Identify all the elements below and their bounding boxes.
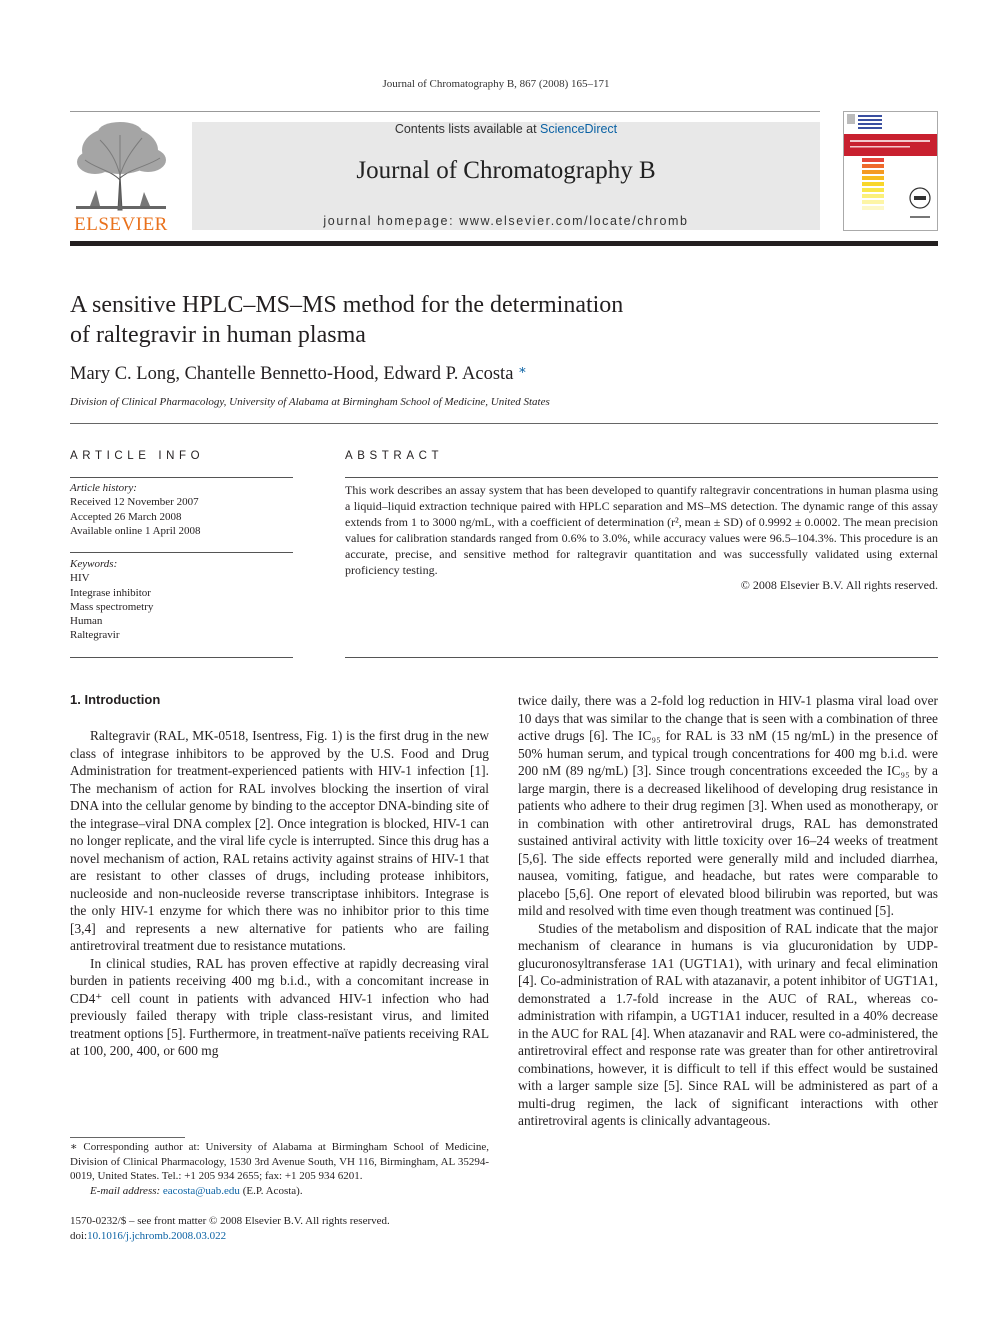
- article-info-rule-mid: [70, 552, 293, 553]
- article-title-line-2: of raltegravir in human plasma: [70, 322, 366, 348]
- email-line: [70, 1184, 489, 1199]
- intro-paragraph-1: Raltegravir (RAL, MK-0518, Isentress, Fig. 1) is the first drug in the new class of integrase inhibitors to be approved by the U.S. Food and Drug Administration for treatment-experienced patients with HIV-1 infection [1]. The mechanism of action for RAL involves blocking the insertion of viral DNA into the cellular genome by binding to the acceptor DNA-binding site of the integrase–viral DNA complex [2]. Once integration is blocked, HIV-1 can no longer replicate, and the viral life cycle is interrupted. Since this drug has a novel mechanism of action, RAL retains activity against strains of HIV-1 that are resistant to other classes of drugs, including protease inhibitors, nucleoside and non-nucleoside reverse transcriptase inhibitors. Integrase is the only HIV-1 enzyme for which there was no inhibitor prior to this time [3,4] and represents a new alternative for patients who are failing antiretroviral treatment due to resistance mutations.: [70, 728, 489, 953]
- email-suffix: (E.P. Acosta).: [239, 1184, 303, 1197]
- journal-cover-icon: [844, 112, 937, 230]
- email-link[interactable]: eacosta@uab.edu: [162, 1184, 240, 1197]
- abstract-rule-bottom: [345, 657, 938, 658]
- keyword-item: Human: [70, 615, 103, 628]
- corresponding-author-mark[interactable]: ∗: [518, 362, 527, 377]
- intro-paragraph-2: In clinical studies, RAL has proven effective at rapidly decreasing viral burden in patients receiving 400 mg b.i.d., with a concomitant increase in CD4⁺ cell count in patients with advanced HIV-1 infection who had previously failed therapy with triple class-resistant virus, and limited treatment options [5]. Furthermore, in treatment-naïve patients receiving RAL at 100, 200, 400, or 600 mg: [70, 955, 489, 1058]
- article-title: [70, 290, 770, 350]
- body-column-right: [518, 692, 938, 1130]
- doi-link[interactable]: 10.1016/j.jchromb.2008.03.022: [87, 1229, 227, 1242]
- email-label: E-mail address:: [90, 1184, 161, 1197]
- abstract-heading: ABSTRACT: [345, 450, 444, 462]
- keywords: [70, 557, 293, 643]
- journal-cover-thumbnail[interactable]: [843, 111, 938, 231]
- article-info-heading: ARTICLE INFO: [70, 450, 205, 462]
- history-accepted: Accepted 26 March 2008: [70, 510, 182, 523]
- keyword-item: Raltegravir: [70, 629, 120, 642]
- keyword-item: HIV: [70, 572, 90, 585]
- abstract-copyright: © 2008 Elsevier B.V. All rights reserved.: [740, 578, 938, 592]
- article-info-rule-top: [70, 477, 293, 478]
- journal-homepage[interactable]: journal homepage: www.elsevier.com/locate/chromb: [323, 214, 689, 228]
- issn-line: 1570-0232/$ – see front matter © 2008 Elsevier B.V. All rights reserved.: [70, 1215, 390, 1227]
- journal-citation: Journal of Chromatography B, 867 (2008) 165–171: [382, 78, 610, 90]
- article-history: [70, 481, 293, 538]
- contents-prefix: Contents lists available at: [394, 122, 541, 136]
- body-column-left: [70, 727, 489, 1060]
- keyword-item: Integrase inhibitor: [70, 586, 151, 599]
- affiliation-rule: [70, 423, 938, 424]
- history-online: Available online 1 April 2008: [70, 524, 201, 537]
- authors-text: Mary C. Long, Chantelle Bennetto-Hood, Edward P. Acosta: [70, 364, 514, 384]
- corresponding-author-address: ∗ Corresponding author at: University of Alabama at Birmingham School of Medicine, Division of Clinical Pharmacology, 1530 3rd Avenue South, VH 116, Birmingham, AL 35294-0019, United States. Tel.: +1 205 934 2655; fax: +1 205 934 6201.: [70, 1141, 489, 1182]
- affiliation: Division of Clinical Pharmacology, University of Alabama at Birmingham School of Medicine, United States: [70, 396, 550, 408]
- doi-line: [70, 1229, 570, 1244]
- article-title-line-1: A sensitive HPLC–MS–MS method for the determination: [70, 292, 624, 318]
- header-top-rule: [70, 111, 820, 112]
- doi-label: doi:: [70, 1229, 88, 1242]
- abstract-text: This work describes an assay system that has been developed to quantify raltegravir concentrations in human plasma using a liquid–liquid extraction technique paired with HPLC separation and MS–MS detection. The dynamic range of this assay extends from 1 to 3000 ng/mL, with a coefficient of determination (r², mean ± SD) of 0.9992 ± 0.0002. The mean precision values for calibration standards ranged from 0.6% to 3.0%, while accuracy values were 96.5–104.3%. This procedure is an accurate, precise, and sensitive method for raltegravir quantitation and was successfully validated using external proficiency testing.: [345, 483, 938, 577]
- author-list: [70, 362, 770, 385]
- keywords-label: Keywords:: [70, 558, 118, 570]
- sciencedirect-link[interactable]: ScienceDirect: [540, 122, 618, 136]
- elsevier-tree-icon: [70, 120, 172, 214]
- footnote-rule: [70, 1137, 185, 1138]
- abstract-rule-top: [345, 477, 938, 478]
- journal-name: Journal of Chromatography B: [356, 157, 656, 184]
- section-heading-introduction: 1. Introduction: [70, 692, 161, 707]
- contents-available-line: [192, 122, 820, 136]
- header-thick-rule: [70, 241, 938, 246]
- intro-paragraph-2-continued: twice daily, there was a 2-fold log reduction in HIV-1 plasma viral load over 10 days that was similar to the change that is seen with a combination of three active drugs [6]. The IC₉₅ for RAL is 33 nM (15 ng/mL) in the presence of 50% human serum, and typical trough concentrations for 400 mg b.i.d. were 200 nM (89 ng/mL) [3]. Since trough concentrations exceeded the IC₉₅ by a large margin, there is a decreased likelihood of developing drug resistance in patients who adhere to their drug regimen [3]. When used as monotherapy, or in combination with other antiretroviral drugs, RAL has demonstrated sustained antiviral activity with little toxicity over 16–24 weeks of treatment [5,6]. The side effects reported were generally mild and included diarrhea, nausea, vomiting, fatigue, and headache, but rates were comparable to placebo [5,6]. One report of elevated blood bilirubin was reported, but was mild and resolved with time even though treatment was continued [5].: [518, 693, 938, 918]
- history-received: Received 12 November 2007: [70, 496, 199, 509]
- intro-paragraph-3: Studies of the metabolism and disposition of RAL indicate that the major mechanism of clearance in humans is via glucuronidation by UDP-glucuronosyltransferase 1A1 (UGT1A1), with urinary and fecal elimination [4]. Co-administration of RAL with atazanavir, a potent inhibitor of UGT1A1, demonstrated a 1.7-fold increase in the AUC of RAL, whereas co-administration with rifampin, a UGT1A1 inducer, resulted in a 40% decrease in the AUC for RAL [4]. When atazanavir and RAL were co-administered, the antiretroviral effect and response rate was greater than for other antiretroviral combinations, however, it is difficult to tell if this effect would be sustained with a larger sample size [5]. Since RAL will be administered as part of a multi-drug regimen, the lack of significant interactions with other antiretroviral agents is clinically advantageous.: [518, 920, 938, 1128]
- front-matter-info: [70, 1214, 570, 1243]
- elsevier-logo[interactable]: [70, 120, 172, 236]
- elsevier-wordmark: ELSEVIER: [74, 214, 168, 235]
- corresponding-author-footnote: [70, 1140, 489, 1198]
- keyword-item: Mass spectrometry: [70, 600, 154, 613]
- article-info-rule-bottom: [70, 657, 293, 658]
- history-label: Article history:: [70, 482, 137, 494]
